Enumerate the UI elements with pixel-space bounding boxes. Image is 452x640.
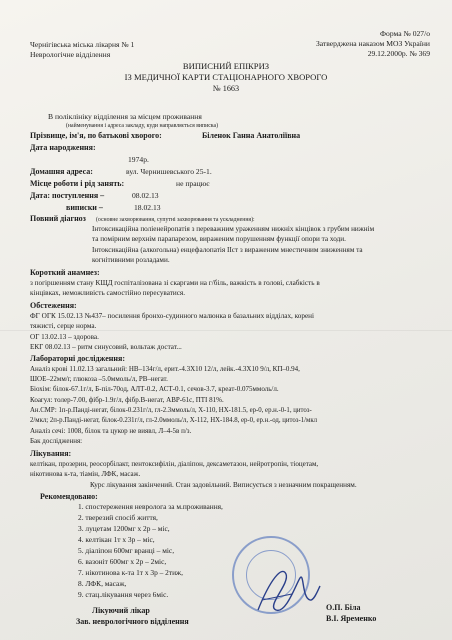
diagnosis-line-4: когнітивними розладами. <box>92 256 170 264</box>
doctor-label: Лікуючий лікар <box>92 606 150 615</box>
anamnesis-label: Короткий анамнез: <box>30 268 100 277</box>
doc-title: ВИПИСНИЙ ЕПІКРИЗ <box>182 61 270 71</box>
lab-line-1: Аналіз крові 11.02.13 загальний: НВ–134г/л, ерит.-4.3Х10 12/л, лейк.-4.3Х10 9/л, КП–0.94, <box>30 365 300 373</box>
anamnesis-line-2: кінцівках, неможливість самостійно пересуватися. <box>30 289 186 297</box>
discharge-label: виписки – <box>66 203 103 212</box>
exam-line-4: ЕКГ 08.02.13 – ритм синусовий, вольтаж достат... <box>30 343 182 351</box>
lab-line-6: 2/мкл; 2п-р.Панді-негат, білок-0.231г/л, гл-2.0ммоль/л, Х-112, НХ-184.8, ер-0, ер.н.-од, цитоз-1/мкл <box>30 417 318 424</box>
admission-label: Дата: поступлення – <box>30 191 105 200</box>
exam-line-1: ФГ ОГК 15.02.13 №437– посилення бронхо-судинного малюнка в базальних відділах, корені <box>30 312 314 320</box>
diagnosis-line-2: та помірним верхнім парапарезом, вираженим порушенням функції опори та ходи. <box>92 235 346 243</box>
address-label: Домашня адреса: <box>30 167 93 176</box>
recommendations-label: Рекомендовано: <box>40 492 98 501</box>
lab-line-4: Коагул: толер-7.00, фібр-1.9г/л, фібр.В-негат, АВР-61с, ПТІ 81%. <box>30 396 224 404</box>
treatment-course: Курс лікування закінчений. Стан задовільний. Виписується з незначним покращенням. <box>90 481 357 489</box>
addressee-line: В поліклініку відділення за місцем проживання <box>48 112 202 121</box>
approval-date: 29.12.2000р. № 369 <box>367 49 430 58</box>
addressee-hint: (найменування і адреса закладу, куди направляється виписка) <box>66 123 219 129</box>
exam-line-3: ОГ 13.02.13 – здорова. <box>30 333 99 341</box>
recommendation-item: 4. келтікан 1т х 3р – міс, <box>78 535 155 544</box>
work-label: Місце роботи і рід занять: <box>30 179 125 188</box>
recommendation-item: 6. вазоніт 600мг х 2р – 2міс, <box>78 557 167 566</box>
doc-subtitle: ІЗ МЕДИЧНОЇ КАРТИ СТАЦІОНАРНОГО ХВОРОГО <box>124 72 328 82</box>
patient-name-label: Прізвище, ім'я, по батькові хворого: <box>30 131 162 140</box>
diagnosis-label: Повний діагноз <box>30 214 86 223</box>
doc-number: № 1663 <box>212 84 240 93</box>
labs-label: Лабораторні дослідження: <box>30 354 126 363</box>
diagnosis-hint: (основне захворювання, супутні захворювання та ускладнення): <box>96 217 255 223</box>
head-label: Зав. неврологічного відділення <box>76 617 189 626</box>
head-name: В.І. Яременко <box>326 614 377 623</box>
lab-line-5: Ан.СМР: 1п-р.Панді-негат, білок-0.231г/л, гл-2.3ммоль/л, Х-110, НХ-181.5, ер-0, ер.н.-0-1, цитоз- <box>30 407 312 414</box>
approval-order: Затверджена наказом МОЗ України <box>315 39 430 48</box>
recommendation-item: 8. ЛФК, масаж, <box>78 579 127 588</box>
lab-line-2: ШОЕ–22мм/г, глюкоза –5.0ммоль/л, РВ–негат. <box>30 375 168 383</box>
hospital-name: Чернігівська міська лікарня № 1 <box>30 40 135 49</box>
department-name: Неврологічне відділення <box>30 50 111 59</box>
recommendation-item: 5. діаліпон 600мг вранці – міс, <box>78 546 175 555</box>
dob-value: 1974р. <box>128 155 149 164</box>
treatment-line-2: нікотинова к-та, тіамін, ЛФК, масаж. <box>30 470 141 478</box>
patient-name-value: Біленок Ганна Анатоліївна <box>202 131 301 140</box>
treatment-line-1: келтікан, прозерин, реосорбілакт, пентоксифілін, діаліпон, дексаметазон, нейротропін, тіоцетам, <box>30 460 319 468</box>
discharge-date: 18.02.13 <box>134 203 161 212</box>
exam-line-2: тяжисті, серце норма. <box>30 322 97 330</box>
lab-line-8: Бак дослідження: <box>30 437 83 445</box>
treatment-label: Лікування: <box>30 449 72 458</box>
admission-date: 08.02.13 <box>132 191 159 200</box>
recommendation-item: 3. луцетам 1200мг х 2р – міс, <box>78 524 170 533</box>
doctor-name: О.П. Біла <box>326 603 361 612</box>
diagnosis-line-1: Інтоксикаційна поліенейропатія з переважним ураженням нижніх кінцівок з грубим нижнім <box>92 225 375 233</box>
anamnesis-line-1: з погіршенням стану КЩД госпіталізована зі скаргами на г/біль, важкість в голові, слабкість в <box>30 279 320 287</box>
recommendation-item: 7. нікотинова к-та 1т х 3р – 2тиж, <box>78 568 183 577</box>
recommendation-item: 2. тверезий спосіб життя, <box>78 513 158 522</box>
diagnosis-line-3: Інтоксикаційна (алкогольна) енцефалопатія ІІст з вираженим мнестичним зниженням та <box>92 246 363 254</box>
exams-label: Обстеження: <box>30 301 77 310</box>
dob-label: Дата народження: <box>30 143 96 152</box>
work-value: не працює <box>176 179 210 188</box>
signature-icon <box>252 560 322 620</box>
lab-line-7: Аналіз сечі: 1008, білок та цукор не виявл, Л–4-5в п/з. <box>30 427 192 435</box>
recommendation-item: 9. стац.лікування через 6міс. <box>78 590 169 599</box>
address-value: вул. Чернишевського 25-1. <box>126 167 212 176</box>
form-number: Форма № 027/о <box>380 29 430 38</box>
lab-line-3: Біохім: білок-67.1г/л, Б-піл-70од, АЛТ-0.2, АСТ-0.1, сечов-3.7, креат-0.075ммоль/л. <box>30 385 279 393</box>
recommendation-item: 1. спостереження невролога за м.проживання, <box>78 502 223 511</box>
